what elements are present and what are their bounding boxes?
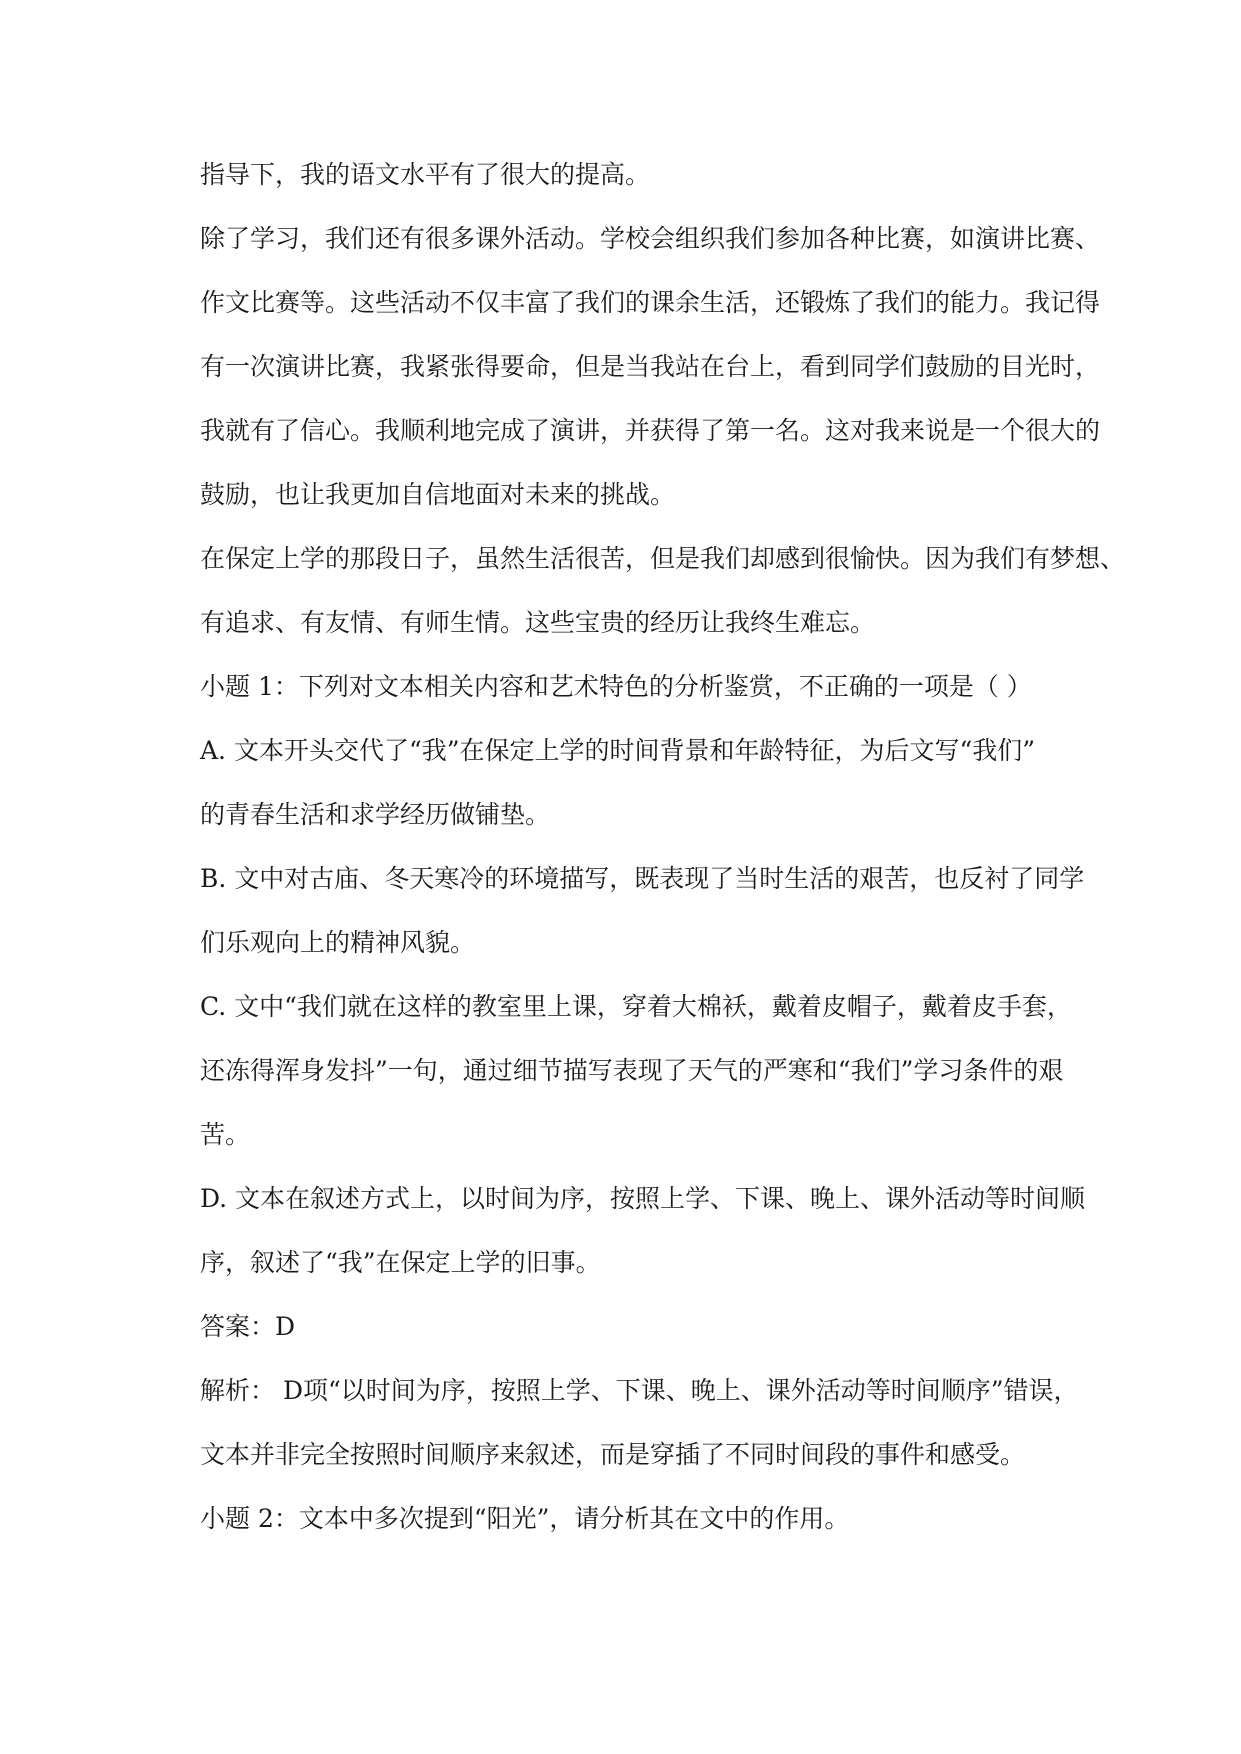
answer-line: 答案：D: [200, 1312, 296, 1341]
passage-line-3: 作文比赛等。这些活动不仅丰富了我们的课余生活，还锻炼了我们的能力。我记得: [200, 288, 1101, 317]
option-b-line-2: 们乐观向上的精神风貌。: [200, 928, 476, 957]
passage-line-2: 除了学习，我们还有很多课外活动。学校会组织我们参加各种比赛，如演讲比赛、: [200, 224, 1101, 253]
passage-line-1: 指导下，我的语文水平有了很大的提高。: [200, 160, 651, 189]
option-c-line-1: C. 文中“我们就在这样的教室里上课，穿着大棉袄，戴着皮帽子，戴着皮手套，: [200, 992, 1072, 1021]
passage-line-6: 鼓励，也让我更加自信地面对未来的挑战。: [200, 480, 676, 509]
explanation-line-2: 文本并非完全按照时间顺序来叙述，而是穿插了不同时间段的事件和感受。: [200, 1440, 1026, 1469]
option-d-line-1: D. 文本在叙述方式上，以时间为序，按照上学、下课、晚上、课外活动等时间顺: [200, 1184, 1086, 1213]
option-a-line-2: 的青春生活和求学经历做铺垫。: [200, 800, 551, 829]
option-c-line-2: 还冻得浑身发抖”一句，通过细节描写表现了天气的严寒和“我们”学习条件的艰: [200, 1056, 1064, 1085]
passage-line-4: 有一次演讲比赛，我紧张得要命，但是当我站在台上，看到同学们鼓励的目光时，: [200, 352, 1101, 381]
option-b-line-1: B. 文中对古庙、冬天寒冷的环境描写，既表现了当时生活的艰苦，也反衬了同学: [200, 864, 1085, 893]
option-c-line-3: 苦。: [200, 1120, 251, 1149]
passage-line-8: 有追求、有友情、有师生情。这些宝贵的经历让我终生难忘。: [200, 608, 876, 637]
option-a-line-1: A. 文本开头交代了“我”在保定上学的时间背景和年龄特征，为后文写“我们”: [200, 736, 1036, 765]
explanation-line-1: 解析： D项“以时间为序，按照上学、下课、晚上、课外活动等时间顺序”错误，: [200, 1376, 1079, 1405]
passage-line-7: 在保定上学的那段日子，虽然生活很苦，但是我们却感到很愉快。因为我们有梦想、: [200, 544, 1126, 573]
passage-line-5: 我就有了信心。我顺利地完成了演讲，并获得了第一名。这对我来说是一个很大的: [200, 416, 1101, 445]
question-2-stem: 小题 2：文本中多次提到“阳光”，请分析其在文中的作用。: [200, 1504, 850, 1533]
document-body: [200, 143, 1126, 1551]
option-d-line-2: 序，叙述了“我”在保定上学的旧事。: [200, 1248, 601, 1277]
question-1-stem: 小题 1：下列对文本相关内容和艺术特色的分析鉴赏，不正确的一项是（ ）: [200, 672, 1032, 701]
